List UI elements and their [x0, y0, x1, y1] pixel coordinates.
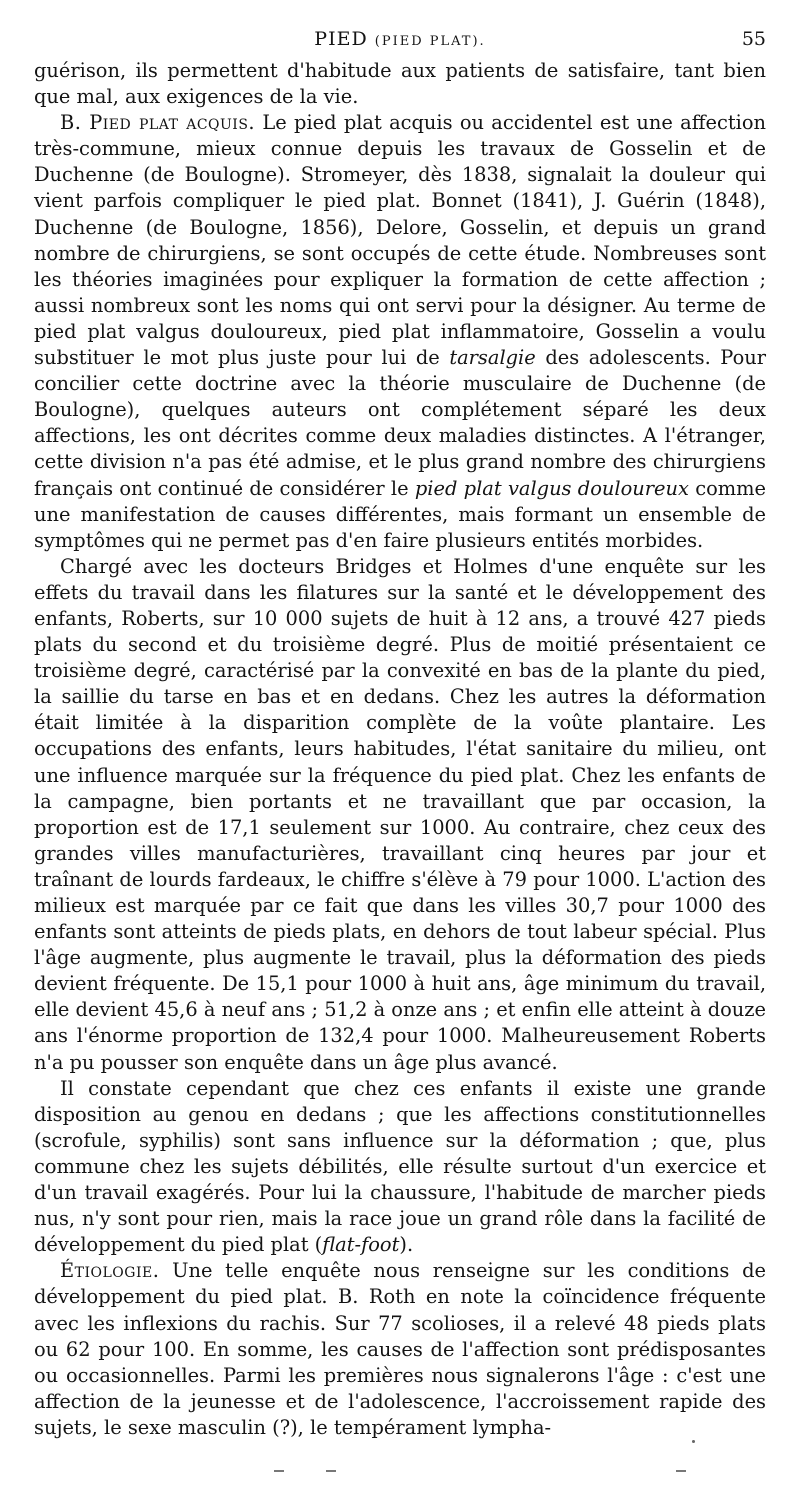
paragraph-observations: [34, 1076, 766, 1259]
running-title-sub: (PIED PLAT).: [374, 34, 486, 49]
term-pied-plat-valgus: pied plat valgus douloureux: [414, 476, 689, 500]
paragraph-roberts-survey: Chargé avec les docteurs Bridges et Holmes d'une enquête sur les effets du travail dans les filatures sur la santé et le développement des enfants, Roberts, sur 10 000 sujets de huit à 12 ans, a trouvé 427 pieds plats du second et du troisième degré. Plus de moitié présentaient ce troisième degré, caractérisé par la convexité en bas de la plante du pied, la saillie du tarse en bas et en dedans. Chez les autres la déformation était limitée à la disparition complète de la voûte plantaire. Les occupations des enfants, leurs habitudes, l'état sanitaire du milieu, ont une influence marquée sur la fréquence du pied plat. Chez les enfants de la campagne, bien portants et ne travaillant que par occasion, la proportion est de 17,1 seulement sur 1000. Au contraire, chez ceux des grandes villes manufacturières, travaillant cinq heures par jour et traînant de lourds fardeaux, le chiffre s'élève à 79 pour 1000. L'action des milieux est marquée par ce fait que dans les villes 30,7 pour 1000 des enfants sont atteints de pieds plats, en dehors de tout labeur spécial. Plus l'âge augmente, plus augmente le travail, plus la déformation des pieds devient fréquente. De 15,1 pour 1000 à huit ans, âge minimum du travail, elle devient 45,6 à neuf ans ; 51,2 à onze ans ; et enfin elle atteint à douze ans l'énorme proportion de 132,4 pour 1000. Malheureusement Roberts n'a pu pousser son enquête dans un âge plus avancé.: [34, 554, 766, 1074]
scan-artifacts: [0, 1440, 800, 1480]
paragraph-etiology: [34, 1258, 766, 1441]
running-header: [34, 24, 766, 58]
paragraph-text: comme une manifestation de causes différentes, mais formant un ensemble de symptômes qui ne permet pas d'en faire plusieurs entités morbides.: [34, 476, 766, 552]
page-number: 55: [741, 28, 766, 50]
running-title: [34, 28, 766, 50]
scan-dash: [326, 1470, 336, 1472]
section-label-etiology: Étiologie.: [60, 1259, 160, 1283]
body-text: [34, 58, 766, 1441]
paragraph-text: Il constate cependant que chez ces enfants il existe une grande disposition au genou en dedans ; que les affections constitutionnelles (scrofule, syphilis) sont sans influence sur la déformation ; que, plus commune chez les sujets débilités, elle résulte surtout d'un exercice et d'un travail exagérés. Pour lui la chaussure, l'habitude de marcher pieds nus, n'y sont pour rien, mais la race joue un grand rôle dans la facilité de développement du pied plat (: [34, 1076, 766, 1257]
paragraph-text: Le pied plat acquis ou accidentel est une affection très-commune, mieux connue depuis les travaux de Gosselin et de Duchenne (de Boulogne). Stromeyer, dès 1838, signalait la douleur qui vient parfois compliquer le pied plat. Bonnet (1841), J. Guérin (1848), Duchenne (de Boulogne, 1856), Delore, Gosselin, et depuis un grand nombre de chirurgiens, se sont occupés de cette étude. Nombreuses sont les théories imaginées pour expliquer la formation de cette affection ; aussi nombreux sont les noms qui ont servi pour la désigner. Au terme de pied plat valgus douloureux, pied plat inflammatoire, Gosselin a voulu substituer le mot plus juste pour lui de: [34, 111, 766, 370]
scan-speck: [692, 1440, 695, 1443]
paragraph-text: Une telle enquête nous renseigne sur les conditions de développement du pied plat. B. Roth en note la coïncidence fréquente avec les inflexions du rachis. Sur 77 scolioses, il a relevé 48 pieds plats ou 62 pour 100. En somme, les causes de l'affection sont prédisposantes ou occasionnelles. Parmi les premières nous signalerons l'âge : c'est une affection de la jeunesse et de l'adolescence, l'accroissement rapide des sujets, le sexe masculin (?), le tempérament lympha-: [34, 1259, 766, 1439]
paragraph-text: des adolescents. Pour concilier cette doctrine avec la théorie musculaire de Duchenne (de Boulogne), quelques auteurs ont complétement séparé les deux affections, les ont décrites comme deux maladies distinctes. A l'étranger, cette division n'a pas été admise, et le plus grand nombre des chirurgiens français ont continué de considérer le: [34, 346, 766, 500]
paragraph-acquired-flatfoot: [34, 110, 766, 554]
running-title-main: PIED: [314, 28, 368, 50]
section-label-acquired: B. Pied plat acquis.: [60, 111, 256, 135]
document-page: [34, 24, 766, 1441]
scan-dash: [676, 1470, 686, 1472]
term-flat-foot: flat-foot: [322, 1233, 400, 1257]
paragraph-text: ).: [399, 1233, 414, 1257]
term-tarsalgie: tarsalgie: [449, 346, 536, 370]
paragraph-continuation: guérison, ils permettent d'habitude aux patients de satisfaire, tant bien que mal, aux exigences de la vie.: [34, 59, 766, 109]
scan-dash: [274, 1470, 284, 1472]
